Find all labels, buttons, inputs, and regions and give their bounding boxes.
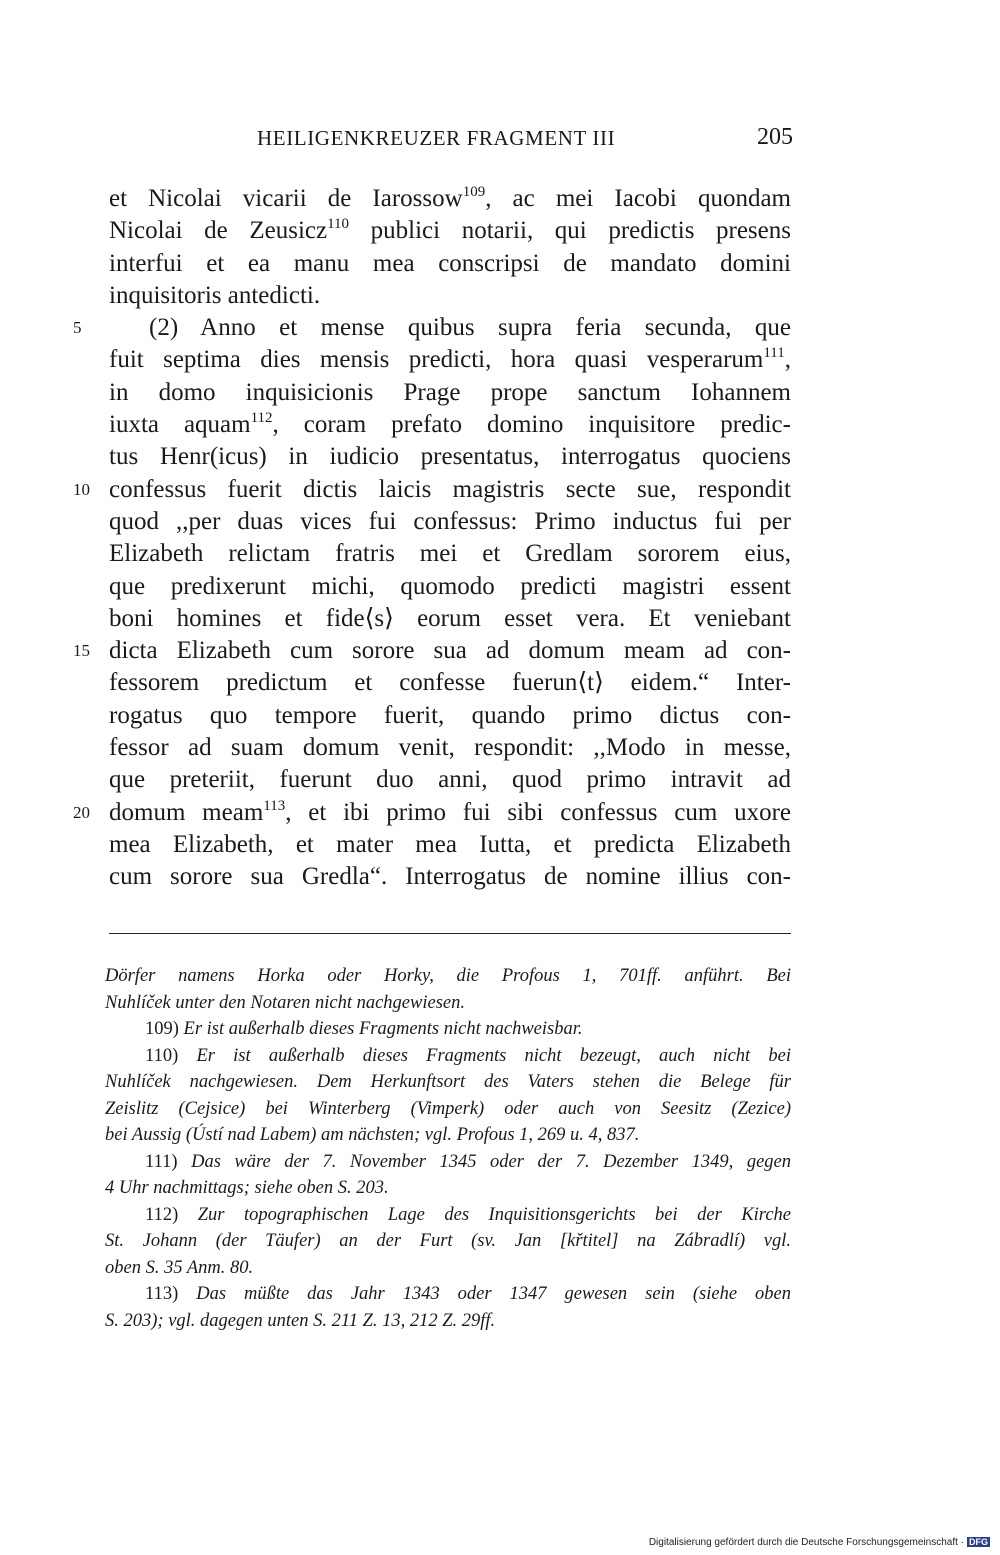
text-line — [109, 248, 791, 280]
line-text-main: domum meam — [109, 798, 264, 826]
line-text-main: que preteriit, fuerunt duo anni, quod primo intravit ad — [109, 766, 791, 794]
text-line — [73, 474, 791, 506]
footnote-ref: 111 — [763, 345, 785, 362]
text-line — [109, 215, 791, 247]
line-text-main: confessus fuerit dictis laicis magistris secte sue, respondit — [109, 475, 791, 503]
line-text — [109, 441, 791, 473]
footnote-line-text — [105, 1308, 791, 1335]
line-text-main: Elizabeth relictam fratris mei et Gredlam sororem eius, — [109, 540, 791, 568]
footnote-number: 109) — [145, 1019, 179, 1039]
footnote-text: Er ist außerhalb dieses Fragments nicht bezeugt, auch nicht bei — [196, 1045, 791, 1066]
text-line — [73, 635, 791, 667]
running-header — [257, 124, 793, 154]
footnote-text: Er ist außerhalb dieses Fragments nicht nachweisbar. — [183, 1019, 583, 1039]
line-text-rest: publici notarii, qui predictis presens — [349, 217, 791, 245]
text-line — [109, 571, 791, 603]
line-text — [109, 603, 791, 635]
footnote-ref: 110 — [327, 216, 350, 233]
line-text-main: inquisitoris antedicti. — [109, 281, 321, 309]
footnote-line-text — [105, 990, 791, 1017]
text-line — [109, 409, 791, 441]
footnote-number: 110) — [145, 1045, 179, 1066]
footnote-line — [105, 1016, 791, 1043]
footnote-line-text — [105, 1043, 791, 1070]
footnote-line — [105, 1202, 791, 1229]
footnote-line-text — [105, 1016, 791, 1043]
text-line — [109, 377, 791, 409]
footnote-line-text — [105, 1122, 791, 1149]
text-line — [109, 667, 791, 699]
text-line — [109, 183, 791, 215]
line-text — [109, 344, 791, 376]
line-text-rest: , — [784, 346, 791, 374]
line-text — [109, 764, 791, 796]
footnote-line — [105, 1281, 791, 1308]
line-text-main: mea Elizabeth, et mater mea Iutta, et predicta Elizabeth — [109, 830, 791, 858]
line-text — [109, 732, 791, 764]
footnotes — [105, 963, 791, 1334]
footnote-ref: 113 — [263, 797, 286, 814]
line-text — [109, 280, 791, 312]
footnote-line — [105, 1069, 791, 1096]
footnote-text: 4 Uhr nachmittags; siehe oben S. 203. — [105, 1178, 389, 1198]
line-text — [109, 829, 791, 861]
line-text — [109, 538, 791, 570]
text-line — [73, 797, 791, 829]
footnote-line — [105, 963, 791, 990]
line-text-main: fuit septima dies mensis predicti, hora quasi vesperarum — [109, 346, 764, 374]
text-line — [109, 732, 791, 764]
footnote-text: oben S. 35 Anm. 80. — [105, 1257, 254, 1278]
footnote-text: S. 203); vgl. dagegen unten S. 211 Z. 13, 212 Z. 29ff. — [105, 1310, 496, 1331]
line-text-main: rogatus quo tempore fuerit, quando primo dictus con- — [109, 701, 791, 729]
line-text-rest: , coram prefato domino inquisitore predic- — [272, 411, 791, 439]
text-line — [109, 344, 791, 376]
line-number: 10 — [73, 479, 90, 499]
footnote-text: Nuhlíček nachgewiesen. Dem Herkunftsort des Vaters stehen die Belege für — [105, 1072, 791, 1092]
text-line — [109, 829, 791, 861]
footnote-line-text — [105, 1281, 791, 1308]
line-text-rest: , ac mei Iacobi quondam — [485, 185, 791, 212]
text-line — [109, 538, 791, 570]
footnote-number: 113) — [145, 1284, 179, 1304]
footnote-line — [105, 1175, 791, 1202]
footnote-line-text — [105, 1255, 791, 1282]
footnote-line-text — [105, 1096, 791, 1123]
line-text — [109, 474, 791, 506]
footnote-line-text — [105, 1069, 791, 1096]
line-text-main: (2) Anno et mense quibus supra feria secunda, que — [149, 314, 791, 342]
footnote-ref: 112 — [250, 410, 273, 427]
line-text — [109, 183, 791, 215]
footnote-text: Dörfer namens Horka oder Horky, die Profous 1, 701ff. anführt. Bei — [105, 966, 791, 986]
line-text-main: fessorem predictum et confesse fuerun⟨t⟩ eidem.“ Inter- — [109, 669, 791, 697]
page-number: 205 — [757, 124, 793, 150]
line-text — [109, 215, 791, 247]
footnote-text: Zeislitz (Cejsice) bei Winterberg (Vimperk) oder auch von Seesitz (Zezice) — [105, 1098, 791, 1119]
text-line — [73, 312, 791, 344]
line-text-main: in domo inquisicionis Prage prope sanctum Iohannem — [109, 378, 791, 406]
footnote-line-text — [105, 1202, 791, 1229]
line-text — [109, 506, 791, 538]
text-line — [109, 506, 791, 538]
line-number: 15 — [73, 641, 90, 661]
footnote-text: Das müßte das Jahr 1343 oder 1347 gewesen sein (siehe oben — [196, 1284, 791, 1304]
line-number: 5 — [73, 318, 82, 338]
footnote-line — [105, 1255, 791, 1282]
footnote-line-text — [105, 963, 791, 990]
text-line — [109, 441, 791, 473]
footnote-line — [105, 990, 791, 1017]
footnote-line-text — [105, 1175, 791, 1202]
footnote-text: Das wäre der 7. November 1345 oder der 7. Dezember 1349, gegen — [191, 1151, 792, 1172]
line-text-main: cum sorore sua Gredla“. Interrogatus de nomine illius con- — [109, 863, 791, 891]
text-line — [109, 861, 791, 893]
line-text — [109, 248, 791, 280]
line-number: 20 — [73, 802, 90, 822]
line-text-main: et Nicolai vicarii de Iarossow — [109, 185, 463, 212]
line-text — [109, 667, 791, 699]
footnote-line — [105, 1308, 791, 1335]
line-text-main: boni homines et fide⟨s⟩ eorum esset vera. Et veniebant — [109, 604, 791, 632]
digitization-credit — [649, 1537, 990, 1548]
running-title: HEILIGENKREUZER FRAGMENT III — [257, 126, 616, 150]
line-text-main: iuxta aquam — [109, 411, 251, 439]
text-line — [109, 700, 791, 732]
line-text — [109, 409, 791, 441]
line-text-main: tus Henr(icus) in iudicio presentatus, interrogatus quociens — [109, 443, 791, 471]
line-text-main: interfui et ea manu mea conscripsi de mandato domini — [109, 249, 791, 277]
line-text-main: quod ,,per duas vices fui confessus: Primo inductus fui per — [109, 507, 791, 535]
text-line — [109, 603, 791, 635]
text-line — [109, 280, 791, 312]
footnote-line — [105, 1043, 791, 1070]
line-text — [109, 571, 791, 603]
footnote-text: Zur topographischen Lage des Inquisitionsgerichts bei der Kirche — [197, 1204, 791, 1225]
line-text-main: que predixerunt michi, quomodo predicti magistri essent — [109, 572, 791, 600]
footnote-number: 111) — [145, 1151, 178, 1172]
footnote-number: 112) — [145, 1204, 179, 1225]
line-text — [109, 635, 791, 667]
footnote-line — [105, 1149, 791, 1176]
line-text — [109, 797, 791, 829]
footnote-text: bei Aussig (Ústí nad Labem) am nächsten; vgl. Profous 1, 269 u. 4, 837. — [105, 1125, 640, 1145]
line-text — [109, 312, 791, 344]
line-text-main: dicta Elizabeth cum sorore sua ad domum meam ad con- — [109, 637, 791, 665]
footnote-line — [105, 1228, 791, 1255]
line-text-rest: , et ibi primo fui sibi confessus cum uxore — [285, 798, 791, 826]
text-line — [109, 764, 791, 796]
footnote-ref: 109 — [462, 184, 486, 200]
line-text — [109, 861, 791, 893]
dfg-logo: DFG — [969, 1537, 988, 1547]
footnote-line — [105, 1096, 791, 1123]
line-text-main: Nicolai de Zeusicz — [109, 217, 328, 245]
credit-text: Digitalisierung gefördert durch die Deutsche Forschungsgemeinschaft · — [648, 1537, 964, 1548]
footnote-line-text — [105, 1228, 791, 1255]
footnote-separator — [109, 933, 791, 934]
footnote-text: St. Johann (der Täufer) an der Furt (sv. Jan [křtitel] na Zábradlí) vgl. — [105, 1231, 791, 1251]
line-text — [109, 700, 791, 732]
main-text — [73, 183, 791, 894]
footnote-line-text — [105, 1149, 791, 1176]
line-text-main: fessor ad suam domum venit, respondit: ,,Modo in messe, — [109, 734, 791, 762]
footnote-text: Nuhlíček unter den Notaren nicht nachgewiesen. — [105, 992, 465, 1013]
line-text — [109, 377, 791, 409]
footnote-line — [105, 1122, 791, 1149]
